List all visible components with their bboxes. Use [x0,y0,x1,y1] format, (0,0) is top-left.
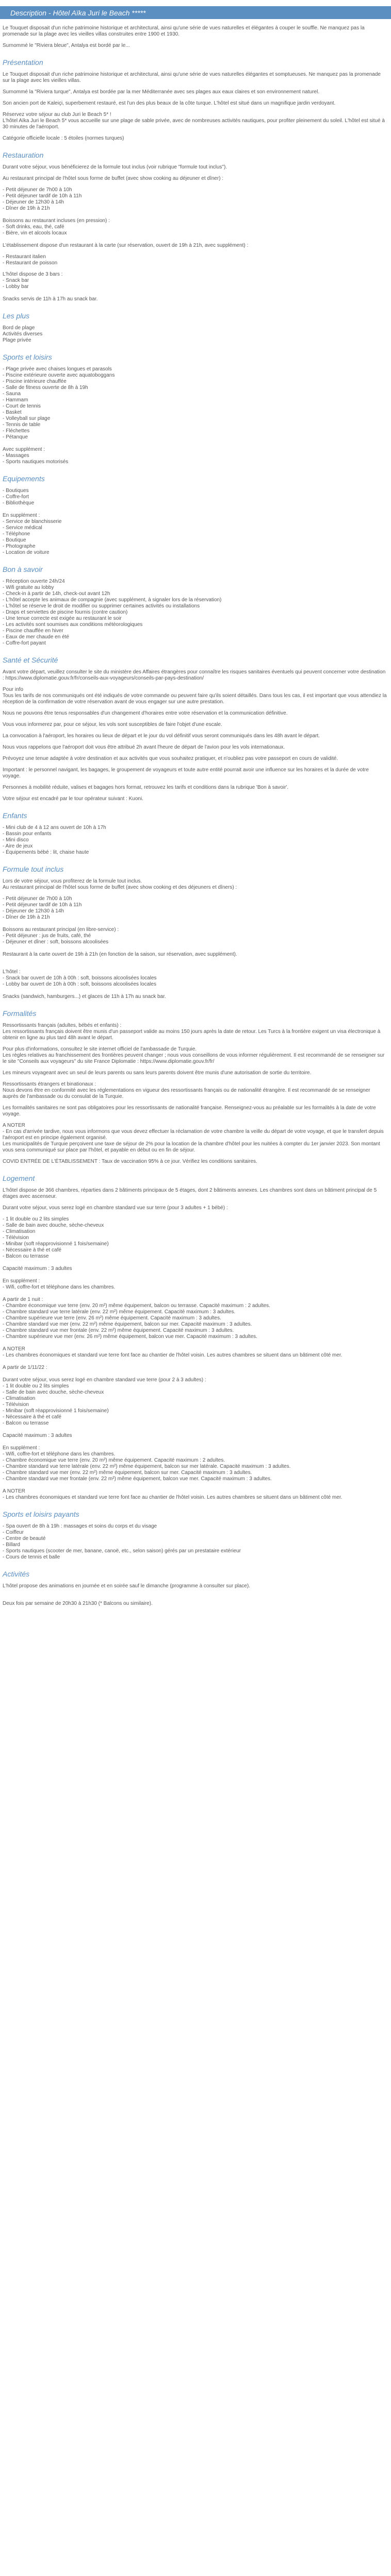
section-heading: Santé et Sécurité [3,656,58,664]
section-body [3,1188,387,1501]
section-line: - Petit déjeuner tardif de 10h à 11h [3,193,82,199]
section-line: - Bassin pour enfants [3,831,52,837]
section-line: Votre séjour est encadré par le tour opérateur suivant : Kuoni. [3,796,143,802]
spacer [3,506,387,513]
page [0,6,391,1607]
section-line: - L'hôtel se réserve le droit de modifier ou supprimer certaines activités ou installations [3,603,200,609]
section-line: - Hammam [3,397,28,403]
section-line: - Minibar (soft réapprovisionné 1 fois/semaine) [3,1408,109,1414]
section-line: Boissons au restaurant principal (en libre-service) : [3,927,119,933]
section-body [3,878,387,1000]
section-line: - Chambre standard vue mer (env. 22 m²) même équipement, balcon sur mer. Capacité maximum : 3 adultes. [3,1321,252,1327]
section-line: - Bibliothèque [3,500,35,506]
section-line: L'hôtel propose des animations en journée et en soirée sauf le dimanche (programme à consulter sur place). [3,1583,250,1589]
spacer [3,1595,387,1601]
section-line: Durant votre séjour, vous bénéficierez de la formule tout inclus (voir rubrique "formule tout inclus"). [3,164,227,170]
section-restauration [3,151,387,266]
section-line: - Fléchettes [3,428,30,434]
section-line: Nous devons être en conformité avec les réglementations en vigueur des ressortissants français ou de nationalité étrangère. Il est recommandé de se renseigner auprès de l'ambassade ou du consulat de la Turquie. [3,1088,370,1099]
spacer [3,1439,387,1445]
section-body [3,669,387,802]
section-body [3,488,387,556]
section-line: - Les chambres économiques et standard vue terre font face au chantier de l'hôtel voisin. Les autres chambres se situent dans un bâtiment côté mer. [3,1352,343,1358]
section-line: A partir de 1 nuit : [3,1297,43,1302]
spacer [3,236,387,243]
section-line: - Spa ouvert de 8h à 19h : massages et soins du corps et du visage [3,1523,157,1529]
section-line: - Eaux de mer chaude en été [3,634,69,640]
section-equipements [3,474,387,556]
spacer [3,921,387,927]
section-body [3,1023,387,1117]
section-line: - Télévision [3,1402,29,1408]
spacer [3,1427,387,1433]
section-line: - En cas d'arrivée tardive, nous vous informons que vous devez effectuer la réclamation de votre chambre la veille du départ de votre voyage, et que le transfert depuis l'aéroport est en principe également organisé. [3,1129,384,1141]
section-line: Tous les tarifs de nos communiqués ont été indiqués de votre commande ou peuvent faire qu'ils soient détaillés. Dans tous les cas, il est important que vous attendiez la réception de la confirmation de votre réservation avant de vous engager sur une autre prestation. [3,693,387,705]
section-body [3,579,387,647]
section-line: - Les activités sont soumises aux conditions météorologiques [3,622,143,628]
section-line: - Lobby bar [3,284,29,290]
section-line: Réservez votre séjour au club Juri le Beach 5* ! [3,112,111,117]
section-heading: Activités [3,1570,30,1578]
section-line: - Basket [3,410,22,415]
section-line: - Chambre standard vue mer frontale (env. 22 m²) même équipement. Capacité maximum : 3 adultes. [3,1328,234,1333]
spacer [3,963,387,969]
section-line: - Dîner de 19h à 21h [3,206,50,211]
section-line: - Wifi, coffre-fort et téléphone dans les chambres. [3,1284,116,1290]
section-line: Pour info [3,687,24,692]
section-heading: Les plus [3,312,30,320]
section-line: Avant votre départ, veuillez consulter le site du ministère des Affaires étrangères pour connaître les risques sanitaires éventuels qui peuvent concerner votre destination : https://www.diplomatie.gouv.fr/fr/conseils-aux-voyageurs/conseils-par-pays-destination/ [3,669,386,681]
section-line: - Dîner de 19h à 21h [3,914,50,920]
section-line: A NOTER [3,1488,25,1494]
intro [3,25,387,49]
section-line: En supplément : [3,1445,40,1451]
section-line: - Salle de fitness ouverte de 8h à 19h [3,385,88,391]
spacer [3,1260,387,1266]
section-line: - Télévision [3,1235,29,1241]
section-line: Nous vous rappelons que l'aéroport doit vous être attribué 2h avant l'heure de départ de l'avion pour les vols internationaux. [3,744,285,750]
section-line: Les ressortissants français doivent être munis d'un passeport valide au moins 150 jours après la date de retour. Les Turcs à la frontière exigent un visa électronique à obtenir en ligne au plus tard 48h avant le départ. [3,1029,381,1041]
section-body [3,72,387,142]
section-heading: Enfants [3,811,27,820]
section-line: - Plage privée avec chaises longues et parasols [3,366,112,372]
section-line: Catégorie officielle locale : 5 étoiles (normes turques) [3,135,124,141]
section-line: - Climatisation [3,1396,36,1401]
section-line: - 1 lit double ou 2 lits simples [3,1383,69,1389]
section-line: - Chambre standard vue mer (env. 22 m²) même équipement, balcon sur mer. Capacité maximum : 3 adultes. [3,1470,252,1476]
spacer [3,290,387,296]
section-line: - Balcon ou terrasse [3,1420,49,1426]
section-line: - Lobby bar ouvert de 10h à 00h : soft, boissons alcoolisées locales [3,981,156,987]
section-line: A NOTER [3,1346,25,1352]
section-line: - Sports nautiques motorisés [3,459,69,465]
spacer [3,1371,387,1377]
section-line: Les municipalités de Turquie perçoivent une taxe de séjour de 2% pour la location de la chambre d'hôtel pour les nuitées à compter du 1er janvier 2023. Son montant vous sera communiqué sur place par l'hôtel, et payable en début ou en fin de séjour. [3,1141,380,1153]
spacer [3,988,387,994]
section-line: L'établissement dispose d'un restaurant à la carte (sur réservation, ouvert de 19h à 21h, avec supplément) : [3,243,249,248]
section-line: Capacité maximum : 3 adultes [3,1433,72,1438]
intro-paragraph: Surnommé le "Riviera bleue", Antalya est bordé par le... [3,43,130,48]
section-line: - Sports nautiques (scooter de mer, banane, canoë, etc., selon saison) gérés par un prestataire extérieur [3,1548,241,1554]
section-line: L'hôtel dispose de 3 bars : [3,272,63,277]
section-line: Lors de votre séjour, vous profiterez de la formule tout inclus. [3,878,142,884]
section-line: Activités diverses [3,331,43,337]
section-line: - Mini disco [3,837,29,843]
section-line: - Pétanque [3,434,28,440]
section-line: Durant votre séjour, vous serez logé en chambre standard vue sur terre (pour 3 adultes + 1 bébé) : [3,1205,228,1211]
section-heading: Logement [3,1174,35,1182]
section-line: L'hôtel : [3,969,21,975]
section-logement [3,1174,387,1501]
section-line: L'hôtel Aïka Juri le Beach 5* vous accueille sur une plage de sable privée, avec de nombreuses activités nautiques, pour profiter pleinement du soleil. L'hôtel est situé à 30 minutes de l'aéroport. [3,118,385,130]
section-line: Prévoyez une tenue adaptée à votre destination et aux activités que vous souhaitez pratiquer, et n'oubliez pas votre passeport en cours de validité. [3,756,338,761]
section-line: - Petit déjeuner de 7h00 à 10h [3,896,72,902]
sections [3,58,387,1607]
section-line: - Chambre économique vue terre (env. 20 m²) même équipement, balcon ou terrasse. Capacité maximum : 2 adultes. [3,1303,270,1309]
section-line: Boissons au restaurant incluses (en pression) : [3,218,110,224]
section-line: - Tennis de table [3,422,41,428]
section-line: - Court de tennis [3,403,41,409]
section-line: Restaurant à la carte ouvert de 19h à 21h (en fonction de la saison, sur réservation, avec supplément). [3,952,237,957]
section-line: Ressortissants étrangers et binationaux : [3,1081,96,1087]
section-les_plus [3,312,387,344]
section-body [3,1523,387,1561]
section-heading: Sports et loisirs payants [3,1510,79,1518]
section-a_noter [3,1123,387,1165]
section-line: Ressortissants français (adultes, bébés et enfants) : [3,1023,122,1028]
section-line: L'hôtel dispose de 366 chambres, réparties dans 2 bâtiments principaux de 5 étages, dont 2 bâtiments annexes. Les chambres sont dans un bâtiment principal de 5 étages avec ascenseur. [3,1188,377,1199]
section-line: La convocation à l'aéroport, les horaires ou lieux de départ et le jour du vol définitif vous seront communiqués dans les 48h avant le départ. [3,733,320,739]
section-body [3,1583,387,1607]
section-line: - Centre de beauté [3,1536,46,1541]
section-line: - Les chambres économiques et standard vue terre font face au chantier de l'hôtel voisin. Les autres chambres se situent dans un bâtiment côté mer. [3,1495,343,1500]
section-line: - Check-in à partir de 14h, check-out avant 12h [3,591,110,597]
content [0,19,387,1607]
section-line: - Chambre économique vue terre (env. 20 m²) même équipement. Capacité maximum : 2 adultes. [3,1458,225,1463]
section-line: A partir de 1/11/22 : [3,1365,47,1370]
section-body [3,1123,387,1165]
section-line: Surnommé la "Riviera turque", Antalya est bordée par la mer Méditerranée avec ses plages aux eaux claires et son environnement naturel. [3,89,320,95]
section-line: - Petit déjeuner de 7h00 à 10h [3,187,72,193]
section-heading: Présentation [3,58,43,66]
section-line: - Photographe [3,544,36,549]
section-line: - Coffre-fort [3,494,29,500]
section-sports [3,353,387,465]
section-line: - Wifi gratuite au lobby [3,585,54,590]
section-line: - Mini club de 4 à 12 ans ouvert de 10h à 17h [3,825,106,831]
section-line: - Petit déjeuner tardif de 10h à 11h [3,902,82,908]
section-line: - Coffre-fort payant [3,640,46,646]
section-line: - Sauna [3,391,21,397]
section-line: - Wifi, coffre-fort et téléphone dans les chambres. [3,1451,116,1457]
section-line: - Nécessaire à thé et café [3,1414,61,1420]
section-body [3,325,387,344]
section-line: - Restaurant de poisson [3,260,58,266]
section-line: - Déjeuner de 12h30 à 14h [3,908,64,914]
section-line: Avec supplément : [3,447,45,452]
section-line: - 1 lit double ou 2 lits simples [3,1216,69,1222]
section-line: Vous vous informerez par, pour ce séjour, les vols sont susceptibles de faire l'objet d'une escale. [3,722,222,727]
section-line: - Chambre supérieure vue mer (env. 26 m²) même équipement, balcon vue mer. Capacité maximum : 3 adultes. [3,1334,257,1340]
section-sante [3,656,387,802]
section-line: COVID ENTRÉE DE L'ÉTABLISSEMENT : Taux de vaccination 95% à ce jour. Vérifiez les conditions sanitaires. [3,1159,257,1164]
section-line: - Massages [3,453,29,459]
section-line: Personnes à mobilité réduite, valises et bagages hors format, retrouvez les tarifs et conditions dans la rubrique 'Bon à savoir'. [3,785,289,790]
section-line: - Boutique [3,537,26,543]
section-presentation [3,58,387,142]
section-heading: Bon à savoir [3,565,43,573]
intro-paragraph: Le Touquet disposait d'un riche patrimoine historique et architectural, ainsi qu'une série de vues naturelles et élégantes à couper le souffle. Ne manquez pas la promenade sur la plage avec les vieilles villas construites entre 1900 et 1930. [3,25,365,37]
section-body [3,825,387,856]
section-line: - Téléphone [3,531,30,537]
section-line: - Cours de tennis et balle [3,1554,60,1560]
section-line: - Chambre standard vue terre latérale (env. 22 m²) même équipement, balcon sur mer latérale. Capacité maximum : 3 adultes. [3,1464,291,1469]
section-line: - Restaurant italien [3,254,46,260]
section-line: Les mineurs voyageant avec un seul de leurs parents ou sans leurs parents doivent être munis d'une autorisation de sortie du territoire. [3,1070,312,1076]
spacer [3,1340,387,1346]
section-line: Au restaurant principal de l'hôtel sous forme de buffet (avec show cooking au déjeuner et dîner) : [3,176,224,181]
section-line: - Service médical [3,525,42,531]
section-sports2 [3,1510,387,1561]
section-bon_a_savoir [3,565,387,647]
section-line: - Billard [3,1542,20,1548]
section-line: Au restaurant principal de l'hôtel sous forme de buffet (avec show cooking et des déjeuners et dîners) : [3,885,237,890]
section-line: Snacks servis de 11h à 17h au snack bar. [3,296,98,302]
section-line: - Salle de bain avec douche, sèche-cheveux [3,1223,104,1228]
section-line: Snacks (sandwich, hamburgers...) et glaces de 11h à 17h au snack bar. [3,994,166,999]
section-line: Deux fois par semaine de 20h30 à 21h30 (* Balcons ou similaire). [3,1601,153,1606]
section-line: - Équipements bébé : lit, chaise haute [3,850,89,855]
section-bars [3,272,387,302]
section-enfants [3,811,387,856]
section-heading: Restauration [3,151,44,159]
section-activites [3,1570,387,1607]
section-line: - L'hôtel accepte les animaux de compagnie (avec supplément, à signaler lors de la réservation) [3,597,222,603]
section-line: - Boutiques [3,488,29,494]
section-line: - Volleyball sur plage [3,416,51,421]
spacer [3,1272,387,1278]
spacer [3,1482,387,1488]
section-line: - Une tenue correcte est exigée au restaurant le soir [3,616,122,621]
spacer [3,945,387,952]
section-line: Les formalités sanitaires ne sont pas obligatoires pour les ressortissants de nationalité française. Renseignez-vous au préalable sur les formalités à la date de votre voyage. [3,1105,376,1117]
section-line: Durant votre séjour, vous serez logé en chambre standard vue terre (pour 2 à 3 adultes) : [3,1377,206,1383]
section-line: - Aire de jeux [3,843,33,849]
section-line: Nous ne pouvons être tenus responsables d'un changement d'horaires entre votre réservation et la communication définitive. [3,710,288,716]
section-line: Le Touquet disposait d'un riche patrimoine historique et architectural, ainsi qu'une série de vues naturelles élégantes et somptueuses. Ne manquez pas la promenade sur la plage avec les vieilles villas. [3,72,381,83]
section-body [3,272,387,302]
section-line: - Balcon ou terrasse [3,1253,49,1259]
section-line: A NOTER [3,1123,25,1128]
spacer [3,212,387,218]
section-line: - Déjeuner de 12h30 à 14h [3,199,64,205]
section-line: - Petit déjeuner : jus de fruits, café, thé [3,933,91,939]
section-line: - Snack bar ouvert de 10h à 00h : soft, boissons alcoolisées locales [3,975,157,981]
section-line: - Piscine extérieure ouverte avec aquatoboggans [3,372,115,378]
section-line: - Coiffeur [3,1530,24,1535]
section-line: - Déjeuner et dîner : soft, boissons alcoolisées [3,939,109,945]
section-line: Pour plus d'informations, consultez le site internet officiel de l'ambassade de Turquie. [3,1046,197,1052]
section-line: - Salle de bain avec douche, sèche-cheveux [3,1389,104,1395]
section-line: En supplément : [3,1278,40,1284]
section-line: - Chambre supérieure vue terre (env. 26 m²) même équipement. Capacité maximum : 3 adultes. [3,1315,221,1321]
section-line: - Soft drinks, eau, thé, café [3,224,64,230]
section-body [3,366,387,465]
section-line: En supplément : [3,513,40,518]
section-line: - Minibar (soft réapprovisionné 1 fois/semaine) [3,1241,109,1247]
section-line: - Bière, vin et alcools locaux [3,230,67,236]
section-line: Capacité maximum : 3 adultes [3,1266,72,1272]
section-heading: Equipements [3,474,45,483]
spacer [3,1359,387,1365]
section-heading: Formule tout inclus [3,865,64,873]
section-heading: Sports et loisirs [3,353,52,361]
section-line: Plage privée [3,337,31,343]
section-line: - Piscine chauffée en hiver [3,628,63,634]
section-line: - Service de blanchisserie [3,519,62,524]
section-heading: Formalités [3,1009,37,1018]
page-title: Description - Hôtel Aïka Juri le Beach ***** [0,6,391,19]
section-line: - Snack bar [3,278,29,283]
section-line: - Piscine intérieure chauffée [3,379,67,384]
section-line: - Chambre standard vue terre latérale (env. 22 m²) même équipement. Capacité maximum : 3 adultes. [3,1309,236,1315]
spacer [3,1291,387,1297]
section-body [3,164,387,266]
section-line: - Réception ouverte 24h/24 [3,579,65,584]
section-line: - Nécessaire à thé et café [3,1247,61,1253]
section-line: Les règles relatives au franchissement des frontières peuvent changer ; nous vous conseillons de vous informer régulièrement. Il est recommandé de se renseigner sur le site "Conseils aux voyageurs" du site France Diplomatie : https://www.diplomatie.gouv.fr/fr/ [3,1053,385,1064]
section-line: - Draps et serviettes de piscine fournis (contre caution) [3,609,128,615]
section-line: Bord de plage [3,325,35,331]
section-line: Important : le personnel navigant, les bagages, le groupement de voyageurs et toute autre entité pourrait avoir une influence sur les horaires et la durée de votre voyage. [3,767,369,779]
section-line: Son ancien port de Kaleiçi, superbement restauré, est l'un des plus beaux de la côte turque. L'hôtel est situé dans un magnifique jardin verdoyant. [3,100,336,106]
section-line: - Location de voiture [3,550,50,555]
section-tout_inclus [3,865,387,1000]
section-line: - Chambre standard vue mer frontale (env. 22 m²) même équipement, balcon vue mer. Capacité maximum : 3 adultes. [3,1476,272,1482]
section-line: - Climatisation [3,1229,36,1234]
section-formalites [3,1009,387,1117]
spacer [3,440,387,447]
